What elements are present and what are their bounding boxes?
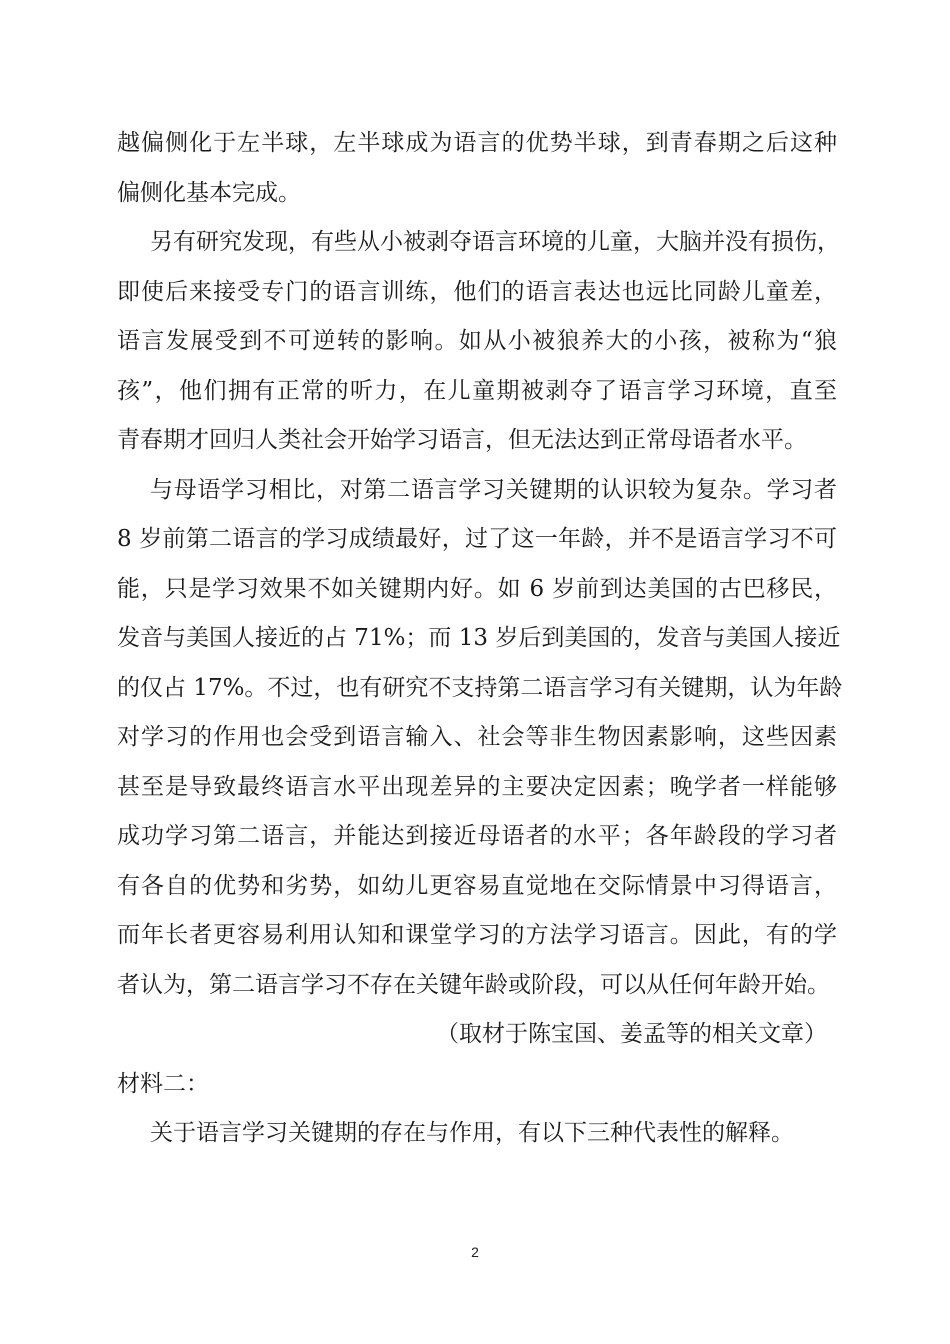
source-note: （取材于陈宝国、姜孟等的相关文章） [436, 1021, 827, 1047]
paragraph-line: 者认为，第二语言学习不存在关键年龄或阶段，可以从任何年龄开始。 [117, 971, 830, 998]
paragraph-1 [117, 119, 837, 218]
paragraph-line: 青春期才回归人类社会开始学习语言，但无法达到正常母语者水平。 [117, 427, 807, 453]
page-number: 2 [471, 1244, 479, 1260]
paragraph-line: 成功学习第二语言，并能达到接近母语者的水平；各年龄段的学习者 [117, 823, 837, 849]
document-body [117, 119, 843, 1159]
paragraph-line: 能，只是学习效果不如关键期内好。如 6 岁前到达美国的古巴移民， [117, 575, 837, 602]
paragraph-line: 8 岁前第二语言的学习成绩最好，过了这一年龄，并不是语言学习不可 [117, 526, 837, 552]
paragraph-2 [117, 218, 840, 466]
paragraph-line: 而年长者更容易利用认知和课堂学习的方法学习语言。因此，有的学 [117, 922, 837, 948]
paragraph-3 [117, 466, 843, 1011]
paragraph-line: 越偏侧化于左半球，左半球成为语言的优势半球，到青春期之后这种 [117, 130, 837, 156]
paragraph-line: 语言发展受到不可逆转的影响。如从小被狼养大的小孩，被称为“狼 [117, 328, 837, 354]
paragraph-line: 发音与美国人接近的占 71%；而 13 岁后到美国的，发音与美国人接近 [117, 625, 841, 651]
paragraph-line: 有各自的优势和劣势，如幼儿更容易直觉地在交际情景中习得语言， [117, 872, 837, 899]
paragraph-line: 孩”，他们拥有正常的听力，在儿童期被剥夺了语言学习环境，直至 [117, 377, 837, 404]
paragraph-line: 甚至是导致最终语言水平出现差异的主要决定因素；晚学者一样能够 [117, 773, 837, 800]
paragraph-line: 对学习的作用也会受到语言输入、社会等非生物因素影响，这些因素 [117, 724, 837, 750]
paragraph-line: 另有研究发现，有些从小被剥夺语言环境的儿童，大脑并没有损伤， [150, 229, 840, 255]
paragraph-line: 即使后来接受专门的语言训练，他们的语言表达也远比同龄儿童差， [117, 278, 837, 305]
paragraph-line: 的仅占 17%。不过，也有研究不支持第二语言学习有关键期，认为年龄 [117, 674, 843, 701]
paragraph-line: 偏侧化基本完成。 [117, 179, 301, 206]
section-heading: 材料二： [117, 1070, 209, 1097]
paragraph-line: 与母语学习相比，对第二语言学习关键期的认识较为复杂。学习者 [150, 476, 837, 503]
section-intro: 关于语言学习关键期的存在与作用，有以下三种代表性的解释。 [150, 1120, 794, 1146]
